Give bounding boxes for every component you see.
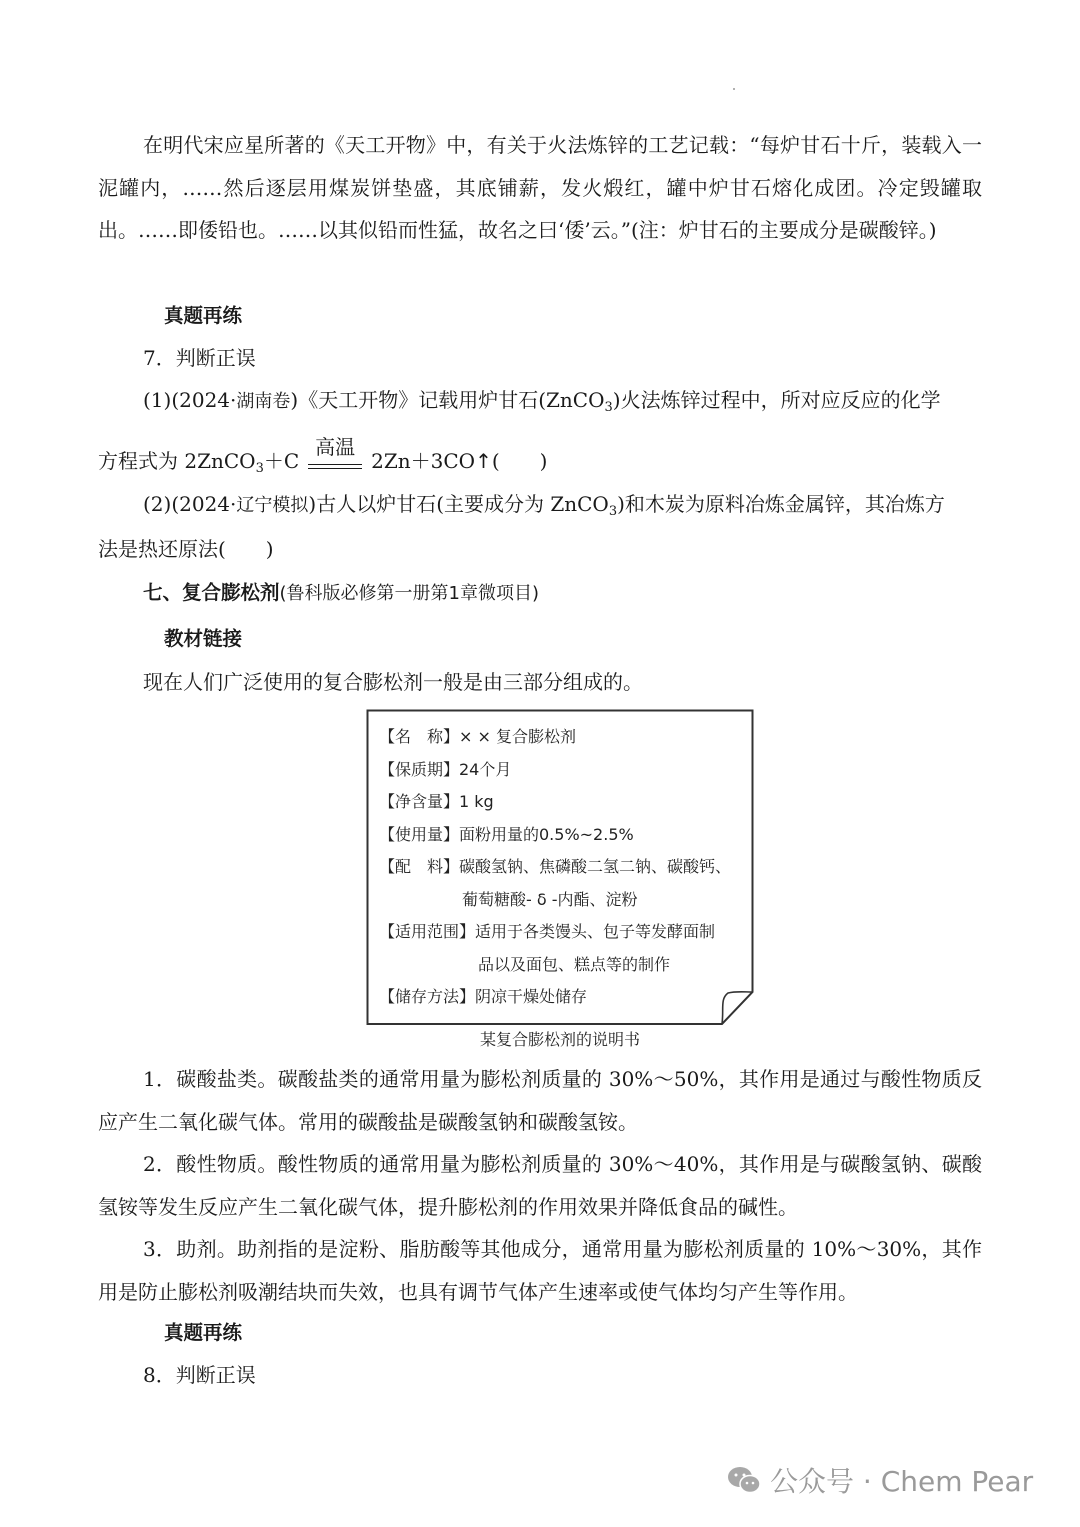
q1-prefix: (1)(2024·: [143, 388, 237, 412]
question-7-2-line1: [143, 489, 945, 527]
question-7-1-line1: [143, 385, 941, 423]
section-7-title: 七、复合膨松剂: [143, 581, 280, 604]
equation-lead: 方程式为 2ZnCO: [98, 449, 256, 473]
question-7-title: 7．判断正误: [143, 346, 256, 370]
q2-prefix: (2)(2024·: [143, 492, 237, 516]
q2-text-a: )古人以炉甘石(主要成分为 ZnCO: [308, 492, 609, 516]
chemical-equation-line: [98, 435, 548, 484]
q1-subscript: 3: [604, 400, 613, 415]
question-7-2-line2: 法是热还原法( ): [98, 537, 274, 561]
product-label-card: [366, 709, 754, 1025]
label-row-ingredients-cont: 葡萄糖酸- δ -内酯、淀粉: [462, 890, 638, 909]
label-row-dosage: 【使用量】面粉用量的0.5%~2.5%: [379, 825, 634, 844]
wechat-icon: [726, 1465, 762, 1495]
item-carbonates: 1．碳酸盐类。碳酸盐类的通常用量为膨松剂质量的 30%～50%，其作用是通过与酸性物质反应产生二氧化碳气体。常用的碳酸盐是碳酸氢钠和碳酸氢铵。: [98, 1067, 982, 1134]
equation-reactant: ＋C: [263, 449, 300, 473]
account-watermark: [726, 1460, 1033, 1500]
item-acidic-substances: 2．酸性物质。酸性物质的通常用量为膨松剂质量的 30%～40%，其作用是与碳酸氢钠、碳酸氢铵等发生反应产生二氧化碳气体，提升膨松剂的作用效果并降低食品的碱性。: [98, 1152, 982, 1219]
watermark-text: 公众号 · Chem Pear: [770, 1465, 1034, 1498]
practice-heading-2: 真题再练: [164, 1321, 243, 1344]
label-row-storage: 【储存方法】阴凉干燥处储存: [379, 987, 588, 1006]
answer-bracket: ( ): [491, 449, 548, 473]
practice-heading: 真题再练: [164, 304, 243, 327]
section-7-intro: 现在人们广泛使用的复合膨松剂一般是由三部分组成的。: [143, 670, 643, 694]
condition-label: 高温: [315, 435, 356, 459]
equation-products: 2Zn＋3CO: [371, 449, 476, 473]
intro-paragraph: 在明代宋应星所著的《天工开物》中，有关于火法炼锌的工艺记载：“每炉甘石十斤，装载入一泥罐内，……然后逐层用煤炭饼垫盛，其底铺薪，发火煅红，罐中炉甘石熔化成团。冷定毁罐取出。……即倭铅也。……以其似铅而性猛，故名之曰‘倭’云。”(注：炉甘石的主要成分是碳酸锌。): [98, 133, 982, 242]
gas-arrow-icon: ↑: [475, 449, 492, 473]
label-card-caption: 某复合膨松剂的说明书: [479, 1030, 640, 1049]
q2-source: 辽宁模拟: [236, 495, 309, 516]
question-8-title: 8．判断正误: [143, 1363, 256, 1387]
item-auxiliary-agents: 3．助剂。助剂指的是淀粉、脂肪酸等其他成分，通常用量为膨松剂质量的 10%～30%，其作用是防止膨松剂吸潮结块而失效，也具有调节气体产生速率或使气体均匀产生等作用。: [98, 1237, 982, 1304]
section-7-source: (鲁科版必修第一册第1章微项目): [279, 583, 540, 604]
scan-speck: [733, 88, 735, 90]
q1-text-b: )火法炼锌过程中，所对应反应的化学: [612, 388, 941, 412]
label-row-scope: 【适用范围】适用于各类馒头、包子等发酵面制: [379, 922, 716, 941]
label-row-shelf-life: 【保质期】24个月: [379, 760, 512, 779]
label-row-name: 【名 称】× × 复合膨松剂: [379, 727, 576, 746]
q2-text-b: )和木炭为原料冶炼金属锌，其冶炼方: [617, 492, 945, 516]
q1-source: 湖南卷: [236, 391, 291, 412]
equation-subscript: 3: [255, 461, 264, 476]
label-row-ingredients: 【配 料】碳酸氢钠、焦磷酸二氢二钠、碳酸钙、: [379, 857, 732, 876]
label-row-net-content: 【净含量】1 kg: [379, 792, 494, 811]
q2-subscript: 3: [608, 504, 618, 519]
q1-text-a: )《天工开物》记载用炉甘石(ZnCO: [290, 388, 605, 412]
reaction-condition: [305, 435, 365, 476]
textbook-link-heading: 教材链接: [164, 627, 243, 650]
section-7-title-line: [143, 577, 539, 609]
label-row-scope-cont: 品以及面包、糕点等的制作: [478, 955, 671, 974]
